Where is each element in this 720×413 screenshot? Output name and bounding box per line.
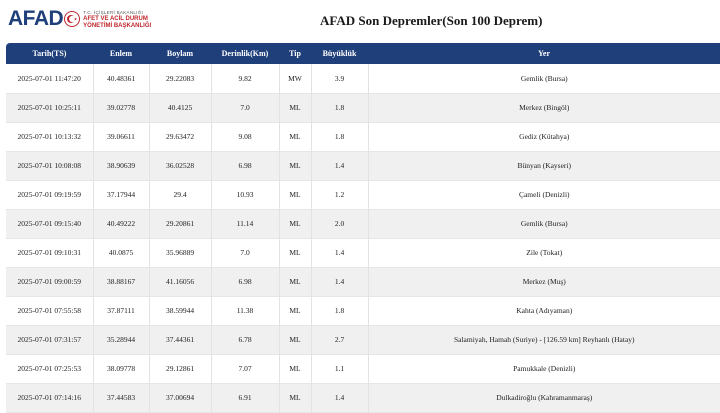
col-depth-cell: 6.78 — [211, 325, 279, 354]
col-type-cell: ML — [279, 325, 311, 354]
col-latitude-cell: 40.49222 — [93, 209, 149, 238]
col-type-cell: MW — [279, 64, 311, 93]
col-location-cell: Merkez (Bingöl) — [368, 93, 720, 122]
col-depth-cell: 11.14 — [211, 209, 279, 238]
col-depth-cell: 7.0 — [211, 93, 279, 122]
col-date-cell: 2025-07-01 10:13:32 — [6, 122, 93, 151]
col-longitude-cell: 29.4 — [149, 180, 211, 209]
col-longitude-cell: 40.4125 — [149, 93, 211, 122]
col-magnitude-cell: 1.8 — [311, 296, 368, 325]
col-type-cell: ML — [279, 180, 311, 209]
earthquake-table — [6, 43, 720, 413]
col-location-cell: Salamiyah, Hamah (Suriye) - [126.59 km] Reyhanlı (Hatay) — [368, 325, 720, 354]
col-latitude-cell: 39.02778 — [93, 93, 149, 122]
col-depth-cell: 7.0 — [211, 238, 279, 267]
col-longitude-header[interactable]: Boylam — [149, 43, 211, 64]
col-location-cell: Kahta (Adıyaman) — [368, 296, 720, 325]
col-longitude-cell: 29.20861 — [149, 209, 211, 238]
col-type-cell: ML — [279, 238, 311, 267]
col-date-cell: 2025-07-01 10:25:11 — [6, 93, 93, 122]
col-type-header[interactable]: Tip — [279, 43, 311, 64]
col-location-cell: Çameli (Denizli) — [368, 180, 720, 209]
logo-text — [83, 9, 151, 30]
col-depth-cell: 6.91 — [211, 383, 279, 412]
table-row[interactable] — [6, 64, 720, 93]
col-depth-cell: 7.07 — [211, 354, 279, 383]
col-type-cell: ML — [279, 93, 311, 122]
col-longitude-cell: 29.63472 — [149, 122, 211, 151]
col-location-cell: Gemlik (Bursa) — [368, 209, 720, 238]
logo-agency-line2: YÖNETİMİ BAŞKANLIĞI — [83, 22, 152, 29]
earthquake-table-container — [6, 43, 720, 413]
col-type-cell: ML — [279, 296, 311, 325]
col-type-cell: ML — [279, 354, 311, 383]
col-magnitude-cell: 1.8 — [311, 93, 368, 122]
col-location-cell: Bünyan (Kayseri) — [368, 151, 720, 180]
col-latitude-cell: 35.28944 — [93, 325, 149, 354]
col-longitude-cell: 36.02528 — [149, 151, 211, 180]
page-header — [0, 0, 720, 42]
col-magnitude-cell: 1.1 — [311, 354, 368, 383]
col-depth-cell: 6.98 — [211, 151, 279, 180]
col-depth-cell: 9.08 — [211, 122, 279, 151]
table-row[interactable] — [6, 209, 720, 238]
col-date-cell: 2025-07-01 07:31:57 — [6, 325, 93, 354]
col-date-header[interactable]: Tarih(TS) — [6, 43, 93, 64]
table-header — [6, 43, 720, 64]
table-row[interactable] — [6, 122, 720, 151]
col-depth-cell: 6.98 — [211, 267, 279, 296]
col-location-cell: Gediz (Kütahya) — [368, 122, 720, 151]
col-depth-cell: 9.82 — [211, 64, 279, 93]
col-date-cell: 2025-07-01 07:14:16 — [6, 383, 93, 412]
afad-logo[interactable] — [8, 6, 151, 32]
table-row[interactable] — [6, 151, 720, 180]
table-body — [6, 64, 720, 412]
col-latitude-cell: 37.44583 — [93, 383, 149, 412]
col-latitude-cell: 38.09778 — [93, 354, 149, 383]
col-magnitude-cell: 2.7 — [311, 325, 368, 354]
col-magnitude-cell: 2.0 — [311, 209, 368, 238]
col-magnitude-cell: 1.4 — [311, 151, 368, 180]
col-type-cell: ML — [279, 267, 311, 296]
col-latitude-cell: 40.0875 — [93, 238, 149, 267]
crescent-star-emblem-icon — [64, 11, 80, 27]
col-location-cell: Gemlik (Bursa) — [368, 64, 720, 93]
table-row[interactable] — [6, 354, 720, 383]
col-magnitude-cell: 3.9 — [311, 64, 368, 93]
col-magnitude-cell: 1.4 — [311, 267, 368, 296]
page-title: AFAD Son Depremler(Son 100 Deprem) — [320, 13, 543, 28]
col-latitude-cell: 38.88167 — [93, 267, 149, 296]
table-row[interactable] — [6, 325, 720, 354]
col-type-cell: ML — [279, 209, 311, 238]
col-date-cell: 2025-07-01 09:19:59 — [6, 180, 93, 209]
col-magnitude-cell: 1.4 — [311, 383, 368, 412]
col-location-header[interactable]: Yer — [368, 43, 720, 64]
col-date-cell: 2025-07-01 10:08:08 — [6, 151, 93, 180]
col-longitude-cell: 37.44361 — [149, 325, 211, 354]
col-date-cell: 2025-07-01 09:00:59 — [6, 267, 93, 296]
col-latitude-cell: 38.90639 — [93, 151, 149, 180]
col-depth-cell: 10.93 — [211, 180, 279, 209]
col-location-cell: Zile (Tokat) — [368, 238, 720, 267]
col-date-cell: 2025-07-01 11:47:20 — [6, 64, 93, 93]
col-date-cell: 2025-07-01 09:15:40 — [6, 209, 93, 238]
col-longitude-cell: 38.59944 — [149, 296, 211, 325]
table-row[interactable] — [6, 296, 720, 325]
col-longitude-cell: 29.12861 — [149, 354, 211, 383]
col-longitude-cell: 41.16056 — [149, 267, 211, 296]
logo-wordmark: AFAD — [8, 7, 64, 30]
col-date-cell: 2025-07-01 09:10:31 — [6, 238, 93, 267]
col-type-cell: ML — [279, 151, 311, 180]
col-location-cell: Pamukkale (Denizli) — [368, 354, 720, 383]
col-date-cell: 2025-07-01 07:55:58 — [6, 296, 93, 325]
col-location-cell: Dulkadiroğlu (Kahramanmaraş) — [368, 383, 720, 412]
col-date-cell: 2025-07-01 07:25:53 — [6, 354, 93, 383]
table-row[interactable] — [6, 238, 720, 267]
table-row[interactable] — [6, 180, 720, 209]
col-magnitude-cell: 1.8 — [311, 122, 368, 151]
col-depth-header[interactable]: Derinlik(Km) — [211, 43, 279, 64]
table-row[interactable] — [6, 267, 720, 296]
logo-agency-line1: AFET VE ACİL DURUM — [83, 15, 148, 22]
col-location-cell: Merkez (Muş) — [368, 267, 720, 296]
col-longitude-cell: 35.96889 — [149, 238, 211, 267]
col-latitude-header[interactable]: Enlem — [93, 43, 149, 64]
col-longitude-cell: 29.22083 — [149, 64, 211, 93]
table-row[interactable] — [6, 383, 720, 412]
col-type-cell: ML — [279, 122, 311, 151]
col-magnitude-cell: 1.2 — [311, 180, 368, 209]
col-latitude-cell: 40.48361 — [93, 64, 149, 93]
col-type-cell: ML — [279, 383, 311, 412]
col-magnitude-header[interactable]: Büyüklük — [311, 43, 368, 64]
table-row[interactable] — [6, 93, 720, 122]
col-latitude-cell: 37.17944 — [93, 180, 149, 209]
col-depth-cell: 11.38 — [211, 296, 279, 325]
col-latitude-cell: 37.87111 — [93, 296, 149, 325]
col-magnitude-cell: 1.4 — [311, 238, 368, 267]
table-header-row — [6, 43, 720, 64]
col-longitude-cell: 37.00694 — [149, 383, 211, 412]
logo-ministry-text: T.C. İÇİŞLERİ BAKANLIĞI — [83, 9, 144, 15]
col-latitude-cell: 39.06611 — [93, 122, 149, 151]
